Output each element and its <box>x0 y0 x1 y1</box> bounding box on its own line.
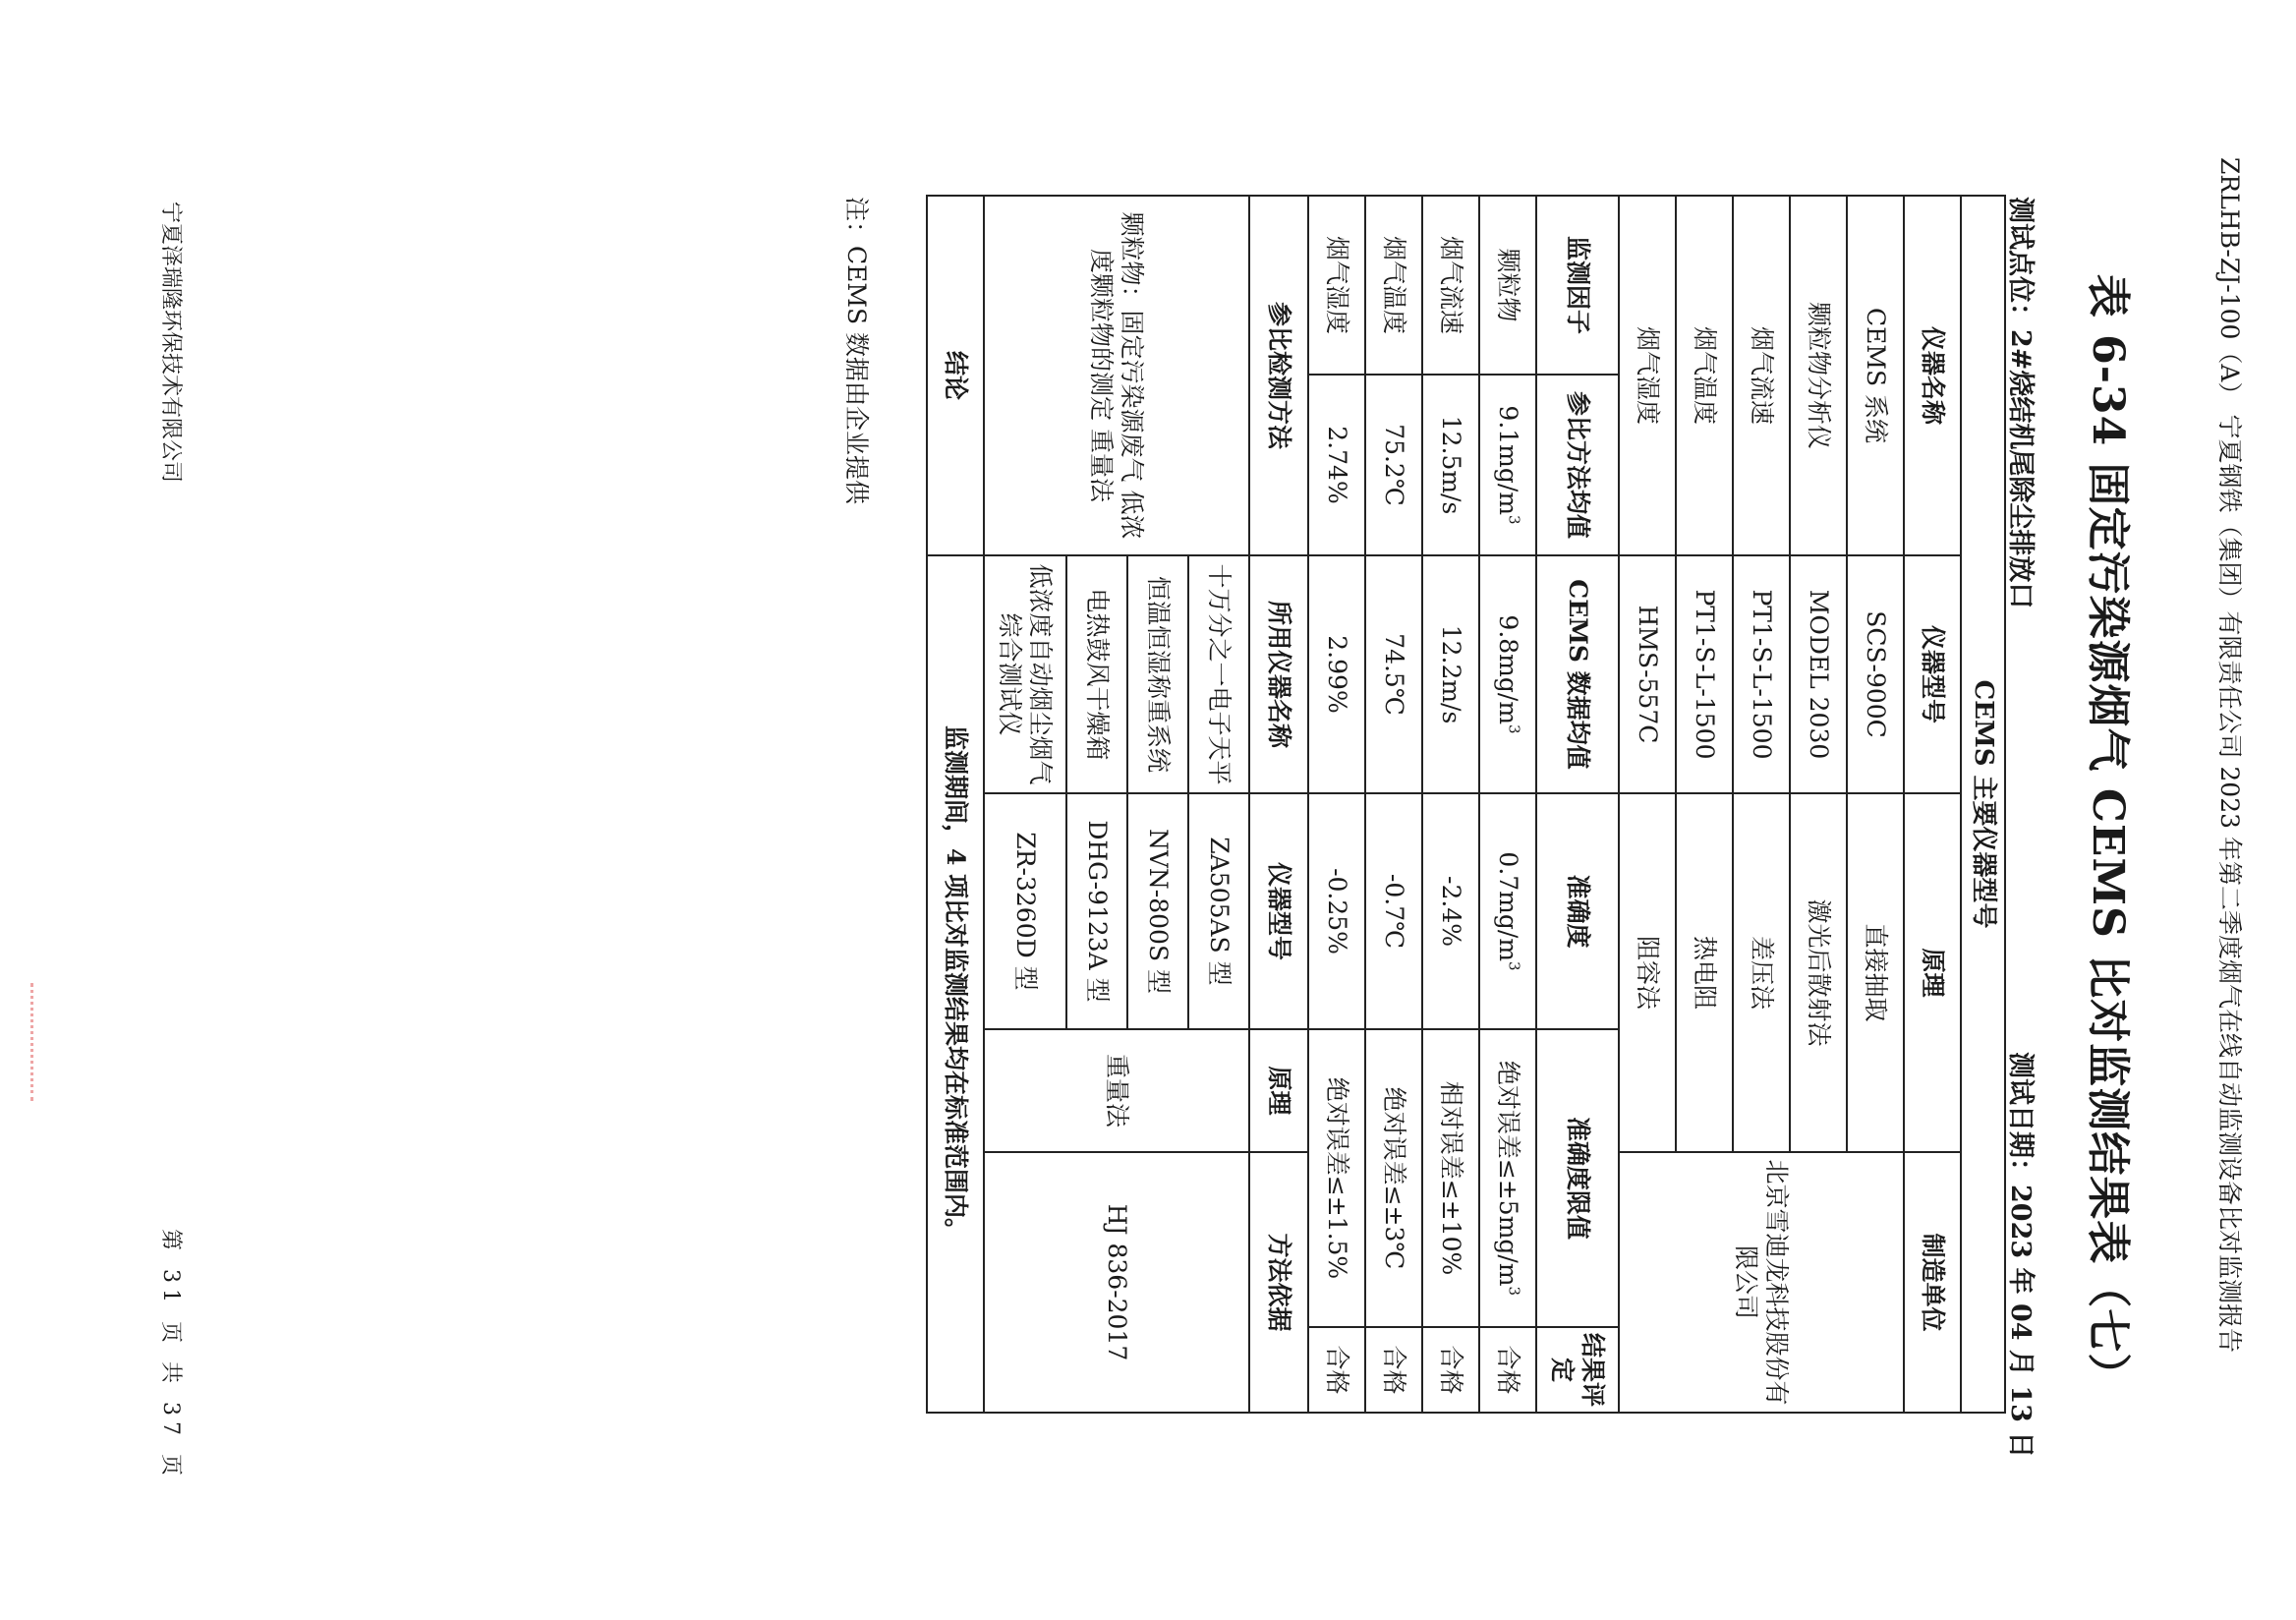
table-row <box>1847 196 1904 1413</box>
method-instrument: 十万分之一电子天平 <box>1188 555 1249 793</box>
test-point: 测试点位：2#烧结机尾除尘排放口 <box>2005 197 2036 609</box>
instrument-principle: 差压法 <box>1733 793 1790 1152</box>
section-instruments-title: CEMS 主要仪器型号 <box>1961 196 2005 1413</box>
method-basis: HJ 836-2017 <box>984 1152 1249 1413</box>
ref-mean: 12.5m/s <box>1422 375 1479 555</box>
col-method-basis: 方法依据 <box>1249 1152 1308 1413</box>
factor: 烟气温度 <box>1365 196 1422 375</box>
col-method-principle: 原理 <box>1249 1029 1308 1152</box>
verdict: 合格 <box>1479 1327 1536 1413</box>
table-row <box>1479 196 1536 1413</box>
accuracy: -0.7℃ <box>1365 793 1422 1029</box>
instrument-name: 烟气温度 <box>1676 196 1733 555</box>
footnote: 注：CEMS 数据由企业提供 <box>842 197 871 505</box>
manufacturer: 北京雪迪龙科技股份有限公司 <box>1619 1152 1904 1413</box>
col-accuracy: 准确度 <box>1536 793 1619 1029</box>
col-manufacturer: 制造单位 <box>1904 1152 1961 1413</box>
accuracy-limit: 相对误差≤±10% <box>1422 1029 1479 1327</box>
col-instrument-used: 所用仪器名称 <box>1249 555 1308 793</box>
instrument-principle: 阻容法 <box>1619 793 1676 1152</box>
factor: 颗粒物 <box>1479 196 1536 375</box>
col-method-model: 仪器型号 <box>1249 793 1308 1029</box>
method-name: 颗粒物：固定污染源废气 低浓度颗粒物的测定 重量法 <box>984 196 1249 555</box>
accuracy-limit: 绝对误差≤±3℃ <box>1365 1029 1422 1327</box>
report-header: ZRLHB-ZJ-100（A） 宁夏钢铁（集团）有限责任公司 2023 年第二季度烟气在线自动监测设备比对监测报告 <box>2215 157 2244 1353</box>
cems-mean: 2.99% <box>1308 555 1365 793</box>
col-factor: 监测因子 <box>1536 196 1619 375</box>
table-row <box>1308 196 1365 1413</box>
instrument-model: PT1-S-L-1500 <box>1733 555 1790 793</box>
col-cems-mean: CEMS 数据均值 <box>1536 555 1619 793</box>
ref-mean: 2.74% <box>1308 375 1365 555</box>
accuracy: -0.25% <box>1308 793 1365 1029</box>
col-principle: 原理 <box>1904 793 1961 1152</box>
col-instrument-name: 仪器名称 <box>1904 196 1961 555</box>
table-row <box>1422 196 1479 1413</box>
verdict: 合格 <box>1422 1327 1479 1413</box>
conclusion-text: 监测期间，4 项比对监测结果均在标准范围内。 <box>927 555 984 1413</box>
page-number: 第 31 页 共 37 页 <box>158 1229 183 1481</box>
verdict: 合格 <box>1365 1327 1422 1413</box>
test-date: 测试日期：2023 年 04 月 13 日 <box>2005 1052 2036 1459</box>
instrument-principle: 激光后散射法 <box>1790 793 1847 1152</box>
instrument-name: 烟气流速 <box>1733 196 1790 555</box>
factor: 烟气湿度 <box>1308 196 1365 375</box>
method-principle: 重量法 <box>984 1029 1249 1152</box>
instrument-model: HMS-557C <box>1619 555 1676 793</box>
factor: 烟气流速 <box>1422 196 1479 375</box>
accuracy: $0.7mg/m^3$ <box>1479 793 1536 1029</box>
ref-mean: $9.1mg/m^3$ <box>1479 375 1536 555</box>
col-instrument-model: 仪器型号 <box>1904 555 1961 793</box>
accuracy: -2.4% <box>1422 793 1479 1029</box>
instrument-model: MODEL 2030 <box>1790 555 1847 793</box>
instrument-principle: 热电阻 <box>1676 793 1733 1152</box>
cems-mean: $9.8mg/m^3$ <box>1479 555 1536 793</box>
cems-mean: 12.2m/s <box>1422 555 1479 793</box>
method-instrument-model: ZA505AS 型 <box>1188 793 1249 1029</box>
method-instrument: 恒温恒湿称重系统 <box>1127 555 1188 793</box>
instrument-name: 烟气湿度 <box>1619 196 1676 555</box>
cems-comparison-table <box>926 195 2006 1414</box>
method-instrument: 电热鼓风干燥箱 <box>1066 555 1127 793</box>
instrument-principle: 直接抽取 <box>1847 793 1904 1152</box>
company-footer: 宁夏泽瑞隆环保技术有限公司 <box>158 202 183 484</box>
ref-mean: 75.2℃ <box>1365 375 1422 555</box>
verdict: 合格 <box>1308 1327 1365 1413</box>
instrument-model: PT1-S-L-1500 <box>1676 555 1733 793</box>
seal-mark <box>21 983 33 1101</box>
accuracy-limit: 绝对误差$\le\pm 5mg/m^3$ <box>1479 1029 1536 1327</box>
col-ref-method: 参比检测方法 <box>1249 196 1308 555</box>
col-verdict: 结果评定 <box>1536 1327 1619 1413</box>
method-instrument-model: NVN-800S 型 <box>1127 793 1188 1029</box>
instrument-name: 颗粒物分析仪 <box>1790 196 1847 555</box>
conclusion-label: 结论 <box>927 196 984 555</box>
table-row <box>1365 196 1422 1413</box>
col-ref-mean: 参比方法均值 <box>1536 375 1619 555</box>
table-title: 表 6-34 固定污染源烟气 CEMS 比对监测结果表（七） <box>2083 273 2133 1398</box>
cems-mean: 74.5℃ <box>1365 555 1422 793</box>
instrument-model: SCS-900C <box>1847 555 1904 793</box>
method-instrument-model: DHG-9123A 型 <box>1066 793 1127 1029</box>
col-accuracy-limit: 准确度限值 <box>1536 1029 1619 1327</box>
accuracy-limit: 绝对误差≤±1.5% <box>1308 1029 1365 1327</box>
table-row <box>1188 196 1249 1413</box>
instrument-name: CEMS 系统 <box>1847 196 1904 555</box>
method-instrument: 低浓度自动烟尘烟气综合测试仪 <box>984 555 1066 793</box>
method-instrument-model: ZR-3260D 型 <box>984 793 1066 1029</box>
